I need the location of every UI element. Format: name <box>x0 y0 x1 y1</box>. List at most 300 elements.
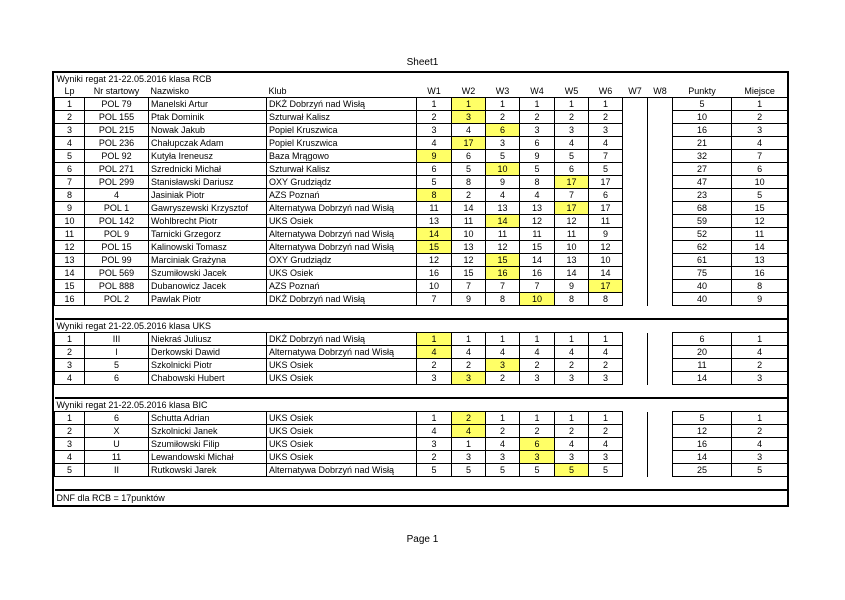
section-spacer <box>55 306 788 320</box>
race-8-cell <box>648 124 673 137</box>
table-row <box>55 202 788 215</box>
place-cell: 8 <box>732 280 788 293</box>
race-3-cell: 15 <box>486 254 520 267</box>
table-row <box>55 254 788 267</box>
race-7-cell <box>623 464 648 477</box>
table-row <box>55 293 788 306</box>
place-cell: 6 <box>732 163 788 176</box>
race-4-cell: 5 <box>520 464 555 477</box>
name-cell: Szkolnicki Janek <box>149 425 267 438</box>
place-cell: 5 <box>732 464 788 477</box>
race-8-cell <box>648 215 673 228</box>
start-number-cell: 4 <box>85 189 149 202</box>
race-8-cell <box>648 280 673 293</box>
race-8-cell <box>648 241 673 254</box>
race-3-cell: 4 <box>486 346 520 359</box>
race-8-cell <box>648 333 673 346</box>
lp-cell: 3 <box>55 124 85 137</box>
place-cell: 2 <box>732 425 788 438</box>
lp-cell: 15 <box>55 280 85 293</box>
race-4-cell: 5 <box>520 163 555 176</box>
race-5-cell: 9 <box>555 280 589 293</box>
results-sheet <box>52 71 789 507</box>
race-5-cell: 1 <box>555 333 589 346</box>
lp-cell: 4 <box>55 451 85 464</box>
race-5-cell: 1 <box>555 98 589 111</box>
race-2-cell: 1 <box>452 333 486 346</box>
race-5-cell: 3 <box>555 124 589 137</box>
race-2-cell: 3 <box>452 451 486 464</box>
club-cell: UKS Osiek <box>267 215 417 228</box>
race-8-cell <box>648 412 673 425</box>
points-cell: 14 <box>673 451 732 464</box>
table-row <box>55 241 788 254</box>
race-2-cell: 1 <box>452 98 486 111</box>
lp-cell: 5 <box>55 150 85 163</box>
club-cell: AZS Poznań <box>267 280 417 293</box>
race-6-cell: 9 <box>589 228 623 241</box>
start-number-cell: 6 <box>85 372 149 385</box>
table-row <box>55 333 788 346</box>
table-row <box>55 98 788 111</box>
race-3-cell: 2 <box>486 111 520 124</box>
table-row <box>55 163 788 176</box>
race-1-cell: 1 <box>417 333 452 346</box>
start-number-cell: POL 2 <box>85 293 149 306</box>
points-cell: 25 <box>673 464 732 477</box>
club-cell: OXY Grudziądz <box>267 176 417 189</box>
race-7-cell <box>623 267 648 280</box>
race-6-cell: 1 <box>589 412 623 425</box>
place-cell: 13 <box>732 254 788 267</box>
race-1-cell: 3 <box>417 372 452 385</box>
race-1-cell: 1 <box>417 412 452 425</box>
points-cell: 40 <box>673 280 732 293</box>
race-6-cell: 4 <box>589 137 623 150</box>
race-4-cell: 8 <box>520 176 555 189</box>
race-1-cell: 3 <box>417 438 452 451</box>
race-5-cell: 11 <box>555 228 589 241</box>
points-cell: 14 <box>673 372 732 385</box>
race-6-cell: 1 <box>589 333 623 346</box>
race-1-cell: 2 <box>417 111 452 124</box>
race-7-cell <box>623 412 648 425</box>
name-cell: Szrednicki Michał <box>149 163 267 176</box>
race-5-cell: 5 <box>555 464 589 477</box>
race-8-cell <box>648 254 673 267</box>
points-cell: 10 <box>673 111 732 124</box>
section-title: Wyniki regat 21-22.05.2016 klasa BIC <box>55 398 788 412</box>
race-5-cell: 5 <box>555 150 589 163</box>
race-3-cell: 7 <box>486 280 520 293</box>
column-header: W8 <box>648 85 673 98</box>
race-7-cell <box>623 425 648 438</box>
race-1-cell: 1 <box>417 98 452 111</box>
race-3-cell: 1 <box>486 412 520 425</box>
race-1-cell: 10 <box>417 280 452 293</box>
race-4-cell: 12 <box>520 215 555 228</box>
race-1-cell: 4 <box>417 137 452 150</box>
club-cell: Alternatywa Dobrzyń nad Wisłą <box>267 228 417 241</box>
race-4-cell: 3 <box>520 451 555 464</box>
race-7-cell <box>623 189 648 202</box>
race-6-cell: 6 <box>589 189 623 202</box>
race-2-cell: 3 <box>452 372 486 385</box>
lp-cell: 1 <box>55 98 85 111</box>
place-cell: 1 <box>732 333 788 346</box>
name-cell: Nowak Jakub <box>149 124 267 137</box>
lp-cell: 11 <box>55 228 85 241</box>
race-3-cell: 11 <box>486 228 520 241</box>
table-row <box>55 464 788 477</box>
name-cell: Gawryszewski Krzysztof <box>149 202 267 215</box>
race-8-cell <box>648 111 673 124</box>
name-cell: Manelski Artur <box>149 98 267 111</box>
race-8-cell <box>648 163 673 176</box>
race-6-cell: 5 <box>589 464 623 477</box>
race-3-cell: 12 <box>486 241 520 254</box>
race-6-cell: 2 <box>589 425 623 438</box>
club-cell: UKS Osiek <box>267 267 417 280</box>
club-cell: Alternatywa Dobrzyń nad Wisłą <box>267 241 417 254</box>
spacer-cell <box>55 306 788 320</box>
start-number-cell: POL 142 <box>85 215 149 228</box>
points-cell: 11 <box>673 359 732 372</box>
column-header: W1 <box>417 85 452 98</box>
race-2-cell: 11 <box>452 215 486 228</box>
club-cell: Szturwał Kalisz <box>267 111 417 124</box>
club-cell: UKS Osiek <box>267 425 417 438</box>
table-row <box>55 137 788 150</box>
column-header: W5 <box>555 85 589 98</box>
start-number-cell: POL 888 <box>85 280 149 293</box>
start-number-cell: 11 <box>85 451 149 464</box>
race-3-cell: 4 <box>486 189 520 202</box>
race-4-cell: 16 <box>520 267 555 280</box>
column-header: Punkty <box>673 85 732 98</box>
start-number-cell: II <box>85 464 149 477</box>
table-row <box>55 359 788 372</box>
points-cell: 62 <box>673 241 732 254</box>
race-2-cell: 2 <box>452 359 486 372</box>
race-7-cell <box>623 124 648 137</box>
page-number: Page 1 <box>406 534 439 545</box>
start-number-cell: POL 1 <box>85 202 149 215</box>
lp-cell: 1 <box>55 412 85 425</box>
race-2-cell: 7 <box>452 280 486 293</box>
place-cell: 4 <box>732 346 788 359</box>
race-3-cell: 1 <box>486 333 520 346</box>
race-5-cell: 4 <box>555 346 589 359</box>
race-2-cell: 5 <box>452 464 486 477</box>
name-cell: Schutta Adrian <box>149 412 267 425</box>
race-2-cell: 2 <box>452 412 486 425</box>
race-4-cell: 1 <box>520 412 555 425</box>
footnote: DNF dla RCB = 17punktów <box>55 490 788 505</box>
club-cell: DKŻ Dobrzyń nad Wisłą <box>267 333 417 346</box>
name-cell: Chałupczak Adam <box>149 137 267 150</box>
section-spacer <box>55 477 788 491</box>
section-title-row <box>55 398 788 412</box>
table-row <box>55 267 788 280</box>
club-cell: Alternatywa Dobrzyń nad Wisłą <box>267 202 417 215</box>
race-1-cell: 3 <box>417 124 452 137</box>
column-header: Nr startowy <box>85 85 149 98</box>
spacer-cell <box>55 385 788 399</box>
race-5-cell: 8 <box>555 293 589 306</box>
race-8-cell <box>648 176 673 189</box>
table-row <box>55 451 788 464</box>
points-cell: 47 <box>673 176 732 189</box>
lp-cell: 5 <box>55 464 85 477</box>
start-number-cell: POL 79 <box>85 98 149 111</box>
place-cell: 7 <box>732 150 788 163</box>
name-cell: Jasiniak Piotr <box>149 189 267 202</box>
place-cell: 4 <box>732 137 788 150</box>
race-8-cell <box>648 228 673 241</box>
race-5-cell: 3 <box>555 451 589 464</box>
race-1-cell: 2 <box>417 451 452 464</box>
race-8-cell <box>648 267 673 280</box>
race-5-cell: 6 <box>555 163 589 176</box>
race-8-cell <box>648 438 673 451</box>
points-cell: 52 <box>673 228 732 241</box>
club-cell: Szturwał Kalisz <box>267 163 417 176</box>
points-cell: 16 <box>673 438 732 451</box>
race-4-cell: 10 <box>520 293 555 306</box>
points-cell: 40 <box>673 293 732 306</box>
race-3-cell: 14 <box>486 215 520 228</box>
name-cell: Tarnicki Grzegorz <box>149 228 267 241</box>
points-cell: 21 <box>673 137 732 150</box>
race-1-cell: 4 <box>417 346 452 359</box>
footnote-row <box>55 490 788 505</box>
race-1-cell: 15 <box>417 241 452 254</box>
race-8-cell <box>648 202 673 215</box>
spacer-cell <box>55 477 788 491</box>
points-cell: 20 <box>673 346 732 359</box>
race-2-cell: 9 <box>452 293 486 306</box>
race-1-cell: 13 <box>417 215 452 228</box>
start-number-cell: 6 <box>85 412 149 425</box>
race-7-cell <box>623 111 648 124</box>
race-2-cell: 4 <box>452 346 486 359</box>
race-1-cell: 6 <box>417 163 452 176</box>
race-4-cell: 15 <box>520 241 555 254</box>
race-7-cell <box>623 280 648 293</box>
race-2-cell: 12 <box>452 254 486 267</box>
race-6-cell: 4 <box>589 346 623 359</box>
race-6-cell: 10 <box>589 254 623 267</box>
race-8-cell <box>648 189 673 202</box>
race-7-cell <box>623 333 648 346</box>
race-5-cell: 7 <box>555 189 589 202</box>
race-3-cell: 3 <box>486 137 520 150</box>
name-cell: Szkolnicki Piotr <box>149 359 267 372</box>
header-row <box>55 85 788 98</box>
name-cell: Chabowski Hubert <box>149 372 267 385</box>
name-cell: Kutyła Ireneusz <box>149 150 267 163</box>
results-body <box>55 73 788 505</box>
place-cell: 14 <box>732 241 788 254</box>
race-2-cell: 1 <box>452 438 486 451</box>
start-number-cell: I <box>85 346 149 359</box>
race-1-cell: 16 <box>417 267 452 280</box>
name-cell: Szumiłowski Jacek <box>149 267 267 280</box>
race-3-cell: 6 <box>486 124 520 137</box>
race-4-cell: 13 <box>520 202 555 215</box>
race-5-cell: 3 <box>555 372 589 385</box>
place-cell: 5 <box>732 189 788 202</box>
start-number-cell: POL 569 <box>85 267 149 280</box>
points-cell: 27 <box>673 163 732 176</box>
race-7-cell <box>623 293 648 306</box>
club-cell: OXY Grudziądz <box>267 254 417 267</box>
start-number-cell: POL 299 <box>85 176 149 189</box>
club-cell: UKS Osiek <box>267 372 417 385</box>
race-5-cell: 4 <box>555 438 589 451</box>
race-3-cell: 5 <box>486 150 520 163</box>
race-6-cell: 17 <box>589 280 623 293</box>
column-header: Klub <box>267 85 417 98</box>
race-1-cell: 12 <box>417 254 452 267</box>
table-row <box>55 189 788 202</box>
section-title: Wyniki regat 21-22.05.2016 klasa UKS <box>55 319 788 333</box>
lp-cell: 3 <box>55 438 85 451</box>
race-1-cell: 5 <box>417 176 452 189</box>
race-4-cell: 4 <box>520 346 555 359</box>
points-cell: 16 <box>673 124 732 137</box>
race-6-cell: 17 <box>589 176 623 189</box>
section-title: Wyniki regat 21-22.05.2016 klasa RCB <box>56 74 212 84</box>
points-cell: 5 <box>673 98 732 111</box>
lp-cell: 2 <box>55 425 85 438</box>
race-4-cell: 2 <box>520 111 555 124</box>
sheet-title: Sheet1 <box>406 57 439 68</box>
race-6-cell: 12 <box>589 241 623 254</box>
column-header: Lp <box>55 85 85 98</box>
race-3-cell: 3 <box>486 451 520 464</box>
race-7-cell <box>623 163 648 176</box>
place-cell: 1 <box>732 98 788 111</box>
race-6-cell: 1 <box>589 98 623 111</box>
column-header: Nazwisko <box>149 85 267 98</box>
race-5-cell: 4 <box>555 137 589 150</box>
table-row <box>55 425 788 438</box>
place-cell: 16 <box>732 267 788 280</box>
points-cell: 6 <box>673 333 732 346</box>
race-6-cell: 11 <box>589 215 623 228</box>
race-3-cell: 10 <box>486 163 520 176</box>
race-4-cell: 6 <box>520 137 555 150</box>
race-4-cell: 3 <box>520 124 555 137</box>
name-cell: Derkowski Dawid <box>149 346 267 359</box>
race-6-cell: 7 <box>589 150 623 163</box>
lp-cell: 4 <box>55 372 85 385</box>
race-1-cell: 9 <box>417 150 452 163</box>
points-cell: 61 <box>673 254 732 267</box>
race-3-cell: 4 <box>486 438 520 451</box>
race-1-cell: 8 <box>417 189 452 202</box>
name-cell: Wohlbrecht Piotr <box>149 215 267 228</box>
race-5-cell: 17 <box>555 202 589 215</box>
table-row <box>55 438 788 451</box>
race-2-cell: 15 <box>452 267 486 280</box>
race-7-cell <box>623 438 648 451</box>
race-8-cell <box>648 451 673 464</box>
race-8-cell <box>648 137 673 150</box>
race-3-cell: 2 <box>486 372 520 385</box>
race-4-cell: 2 <box>520 425 555 438</box>
place-cell: 2 <box>732 359 788 372</box>
place-cell: 10 <box>732 176 788 189</box>
race-2-cell: 4 <box>452 425 486 438</box>
race-6-cell: 2 <box>589 111 623 124</box>
column-header: W7 <box>623 85 648 98</box>
points-cell: 23 <box>673 189 732 202</box>
club-cell: UKS Osiek <box>267 451 417 464</box>
race-8-cell <box>648 372 673 385</box>
race-3-cell: 1 <box>486 98 520 111</box>
lp-cell: 16 <box>55 293 85 306</box>
table-row <box>55 412 788 425</box>
place-cell: 9 <box>732 293 788 306</box>
race-2-cell: 3 <box>452 111 486 124</box>
race-4-cell: 2 <box>520 359 555 372</box>
section-title-row <box>55 73 788 85</box>
race-7-cell <box>623 228 648 241</box>
race-7-cell <box>623 176 648 189</box>
lp-cell: 7 <box>55 176 85 189</box>
race-4-cell: 3 <box>520 372 555 385</box>
points-cell: 32 <box>673 150 732 163</box>
race-5-cell: 2 <box>555 111 589 124</box>
race-6-cell: 2 <box>589 359 623 372</box>
lp-cell: 6 <box>55 163 85 176</box>
start-number-cell: POL 236 <box>85 137 149 150</box>
lp-cell: 14 <box>55 267 85 280</box>
race-5-cell: 2 <box>555 359 589 372</box>
race-5-cell: 13 <box>555 254 589 267</box>
name-cell: Szumiłowski Filip <box>149 438 267 451</box>
name-cell: Marciniak Grażyna <box>149 254 267 267</box>
points-cell: 5 <box>673 412 732 425</box>
race-5-cell: 2 <box>555 425 589 438</box>
place-cell: 15 <box>732 202 788 215</box>
points-cell: 59 <box>673 215 732 228</box>
race-2-cell: 5 <box>452 163 486 176</box>
column-header: W2 <box>452 85 486 98</box>
start-number-cell: 5 <box>85 359 149 372</box>
lp-cell: 10 <box>55 215 85 228</box>
race-2-cell: 4 <box>452 124 486 137</box>
table-row <box>55 372 788 385</box>
lp-cell: 8 <box>55 189 85 202</box>
race-6-cell: 5 <box>589 163 623 176</box>
lp-cell: 3 <box>55 359 85 372</box>
race-5-cell: 10 <box>555 241 589 254</box>
race-3-cell: 3 <box>486 359 520 372</box>
race-3-cell: 8 <box>486 293 520 306</box>
place-cell: 3 <box>732 124 788 137</box>
place-cell: 3 <box>732 451 788 464</box>
lp-cell: 9 <box>55 202 85 215</box>
race-4-cell: 9 <box>520 150 555 163</box>
race-6-cell: 3 <box>589 124 623 137</box>
place-cell: 12 <box>732 215 788 228</box>
lp-cell: 12 <box>55 241 85 254</box>
club-cell: Alternatywa Dobrzyń nad Wisłą <box>267 346 417 359</box>
